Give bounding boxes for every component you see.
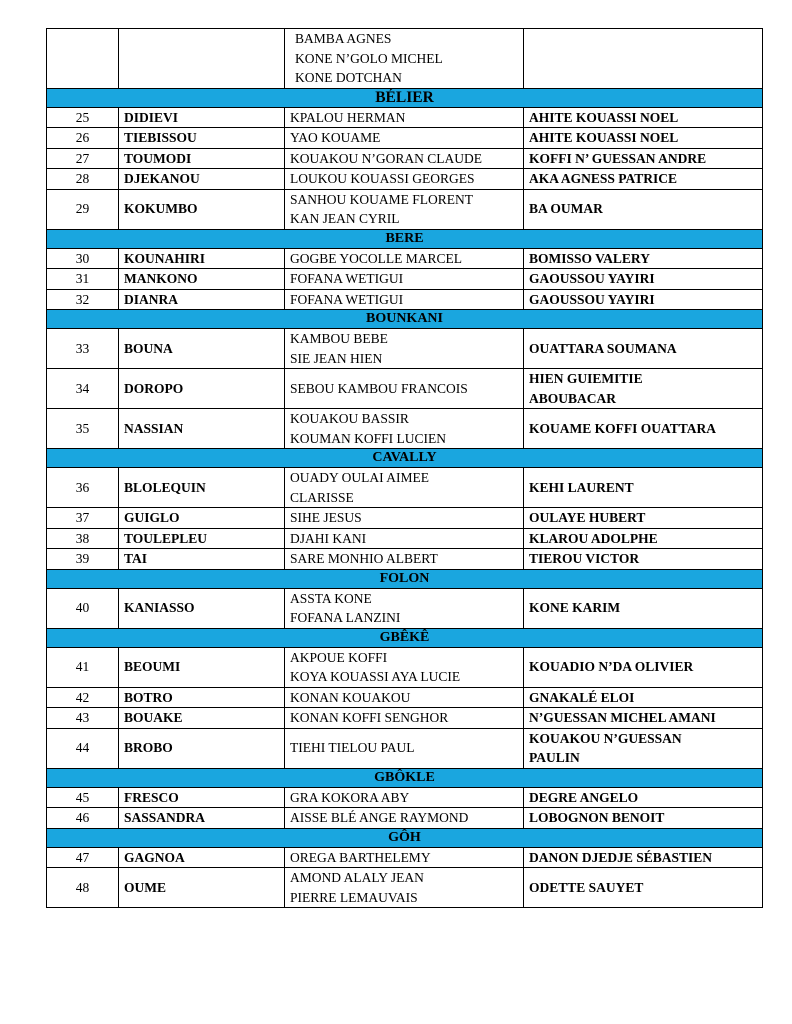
delegates-cell xyxy=(285,728,524,768)
delegate-name: YAO KOUAME xyxy=(290,130,381,145)
row-number: 37 xyxy=(47,508,119,529)
table-row xyxy=(47,708,763,729)
delegates-cell xyxy=(285,528,524,549)
lead-cell xyxy=(524,728,763,768)
delegates-cell xyxy=(285,787,524,808)
locality-name: BEOUMI xyxy=(119,647,285,687)
table-row xyxy=(47,369,763,409)
row-number: 33 xyxy=(47,329,119,369)
lead-cell xyxy=(524,549,763,570)
delegate-name: KOUAKOU N’GORAN CLAUDE xyxy=(290,150,482,166)
locality-name: SASSANDRA xyxy=(119,808,285,829)
lead-name: OULAYE HUBERT xyxy=(529,510,646,525)
row-number: 45 xyxy=(47,787,119,808)
lead-name: GAOUSSOU YAYIRI xyxy=(529,271,655,286)
lead-cell xyxy=(524,528,763,549)
delegate-name: KONAN KOUAKOU xyxy=(290,689,411,705)
delegates-cell xyxy=(285,647,524,687)
table-row xyxy=(47,508,763,529)
delegates-cell xyxy=(285,128,524,149)
delegate-name: KAMBOU BEBE xyxy=(290,331,388,346)
lead-cell xyxy=(524,169,763,190)
lead-cell xyxy=(524,369,763,409)
locality-name: BOUAKE xyxy=(119,708,285,729)
lead-cell xyxy=(524,687,763,708)
lead-name: DANON DJEDJE SÉBASTIEN xyxy=(529,849,713,865)
lead-cell xyxy=(524,289,763,310)
delegate-name: PIERRE LEMAUVAIS xyxy=(290,889,418,905)
region-title: GBÊKÊ xyxy=(47,628,763,647)
locality-name: GUIGLO xyxy=(119,508,285,529)
delegate-name: FOFANA LANZINI xyxy=(290,610,401,625)
table-row xyxy=(47,128,763,149)
delegates-cell xyxy=(285,549,524,570)
table-row xyxy=(47,29,763,89)
lead-name: HIEN GUIEMITIE xyxy=(529,371,643,386)
lead-name: OUATTARA SOUMANA xyxy=(529,340,677,356)
lead-cell xyxy=(524,29,763,89)
delegates-cell xyxy=(285,687,524,708)
region-title: GÔH xyxy=(47,828,763,847)
delegates-cell xyxy=(285,808,524,829)
table-row xyxy=(47,248,763,269)
locality-name: TOUMODI xyxy=(119,148,285,169)
locality-name: DIDIEVI xyxy=(119,107,285,128)
lead-name: GAOUSSOU YAYIRI xyxy=(529,291,655,307)
delegate-name: KOUMAN KOFFI LUCIEN xyxy=(290,430,447,446)
region-header-row xyxy=(47,310,763,329)
lead-cell xyxy=(524,508,763,529)
table-row xyxy=(47,329,763,369)
locality-name: GAGNOA xyxy=(119,847,285,868)
lead-name: AHITE KOUASSI NOEL xyxy=(529,130,679,145)
delegate-name: KPALOU HERMAN xyxy=(290,109,406,125)
lead-name: PAULIN xyxy=(529,750,580,765)
table-row xyxy=(47,647,763,687)
locality-name: BOTRO xyxy=(119,687,285,708)
row-number: 27 xyxy=(47,148,119,169)
lead-cell xyxy=(524,269,763,290)
delegate-name: AMOND ALALY JEAN xyxy=(290,870,424,885)
row-number: 35 xyxy=(47,409,119,449)
region-title: BERE xyxy=(47,229,763,248)
locality-name: DIANRA xyxy=(119,289,285,310)
table-row xyxy=(47,868,763,908)
locality-name: TIEBISSOU xyxy=(119,128,285,149)
delegate-name: GOGBE YOCOLLE MARCEL xyxy=(290,250,462,266)
lead-cell xyxy=(524,248,763,269)
locality-name: TOULEPLEU xyxy=(119,528,285,549)
row-number: 40 xyxy=(47,588,119,628)
delegate-name: DJAHI KANI xyxy=(290,530,367,546)
lead-name: KEHI LAURENT xyxy=(529,479,634,495)
region-header-row xyxy=(47,628,763,647)
region-title: GBÔKLE xyxy=(47,768,763,787)
lead-cell xyxy=(524,107,763,128)
row-number: 39 xyxy=(47,549,119,570)
locality-name: BOUNA xyxy=(119,329,285,369)
row-number: 44 xyxy=(47,728,119,768)
delegates-cell xyxy=(285,868,524,908)
delegates-cell xyxy=(285,289,524,310)
row-number: 31 xyxy=(47,269,119,290)
delegates-cell xyxy=(285,189,524,229)
table-row xyxy=(47,808,763,829)
delegates-cell xyxy=(285,269,524,290)
lead-cell xyxy=(524,588,763,628)
lead-name: AKA AGNESS PATRICE xyxy=(529,171,678,186)
region-title: CAVALLY xyxy=(47,449,763,468)
lead-name: KOFFI N’ GUESSAN ANDRE xyxy=(529,150,707,166)
lead-name: KOUADIO N’DA OLIVIER xyxy=(529,659,694,675)
delegate-name: KAN JEAN CYRIL xyxy=(290,211,400,226)
locality-name: OUME xyxy=(119,868,285,908)
delegates-cell xyxy=(285,468,524,508)
table-body xyxy=(47,29,763,908)
table-row xyxy=(47,189,763,229)
lead-cell xyxy=(524,708,763,729)
delegates-cell xyxy=(285,847,524,868)
table-row xyxy=(47,148,763,169)
row-number: 28 xyxy=(47,169,119,190)
locality-name: MANKONO xyxy=(119,269,285,290)
delegates-cell xyxy=(285,508,524,529)
delegate-name: SIHE JESUS xyxy=(290,510,362,525)
region-title: FOLON xyxy=(47,569,763,588)
row-number xyxy=(47,29,119,89)
delegates-cell xyxy=(285,148,524,169)
table-row xyxy=(47,107,763,128)
lead-cell xyxy=(524,148,763,169)
row-number: 25 xyxy=(47,107,119,128)
lead-name: KONE KARIM xyxy=(529,600,621,616)
delegate-name: FOFANA WETIGUI xyxy=(290,271,404,286)
delegate-name: OREGA BARTHELEMY xyxy=(290,849,431,865)
locality-name: NASSIAN xyxy=(119,409,285,449)
delegate-name: SIE JEAN HIEN xyxy=(290,350,383,366)
locality-name xyxy=(119,29,285,89)
delegates-cell xyxy=(285,169,524,190)
locality-name: DOROPO xyxy=(119,369,285,409)
table-row xyxy=(47,409,763,449)
region-header-row xyxy=(47,229,763,248)
region-header-row xyxy=(47,449,763,468)
locality-name: KANIASSO xyxy=(119,588,285,628)
table-row xyxy=(47,289,763,310)
table-row xyxy=(47,169,763,190)
region-title: BOUNKANI xyxy=(47,310,763,329)
table-row xyxy=(47,728,763,768)
lead-cell xyxy=(524,409,763,449)
lead-cell xyxy=(524,868,763,908)
lead-name: KLAROU ADOLPHE xyxy=(529,530,658,546)
table-row xyxy=(47,468,763,508)
assignment-table xyxy=(46,28,763,908)
delegate-name: OUADY OULAI AIMEE xyxy=(290,470,429,485)
locality-name: KOKUMBO xyxy=(119,189,285,229)
delegate-name: KOUAKOU BASSIR xyxy=(290,411,409,426)
delegates-cell xyxy=(285,369,524,409)
delegates-cell xyxy=(285,29,524,89)
lead-cell xyxy=(524,787,763,808)
lead-name: DEGRE ANGELO xyxy=(529,789,639,805)
row-number: 30 xyxy=(47,248,119,269)
locality-name: FRESCO xyxy=(119,787,285,808)
region-header-row xyxy=(47,768,763,787)
lead-name: LOBOGNON BENOIT xyxy=(529,810,665,825)
lead-name: KOUAME KOFFI OUATTARA xyxy=(529,420,716,436)
locality-name: BLOLEQUIN xyxy=(119,468,285,508)
delegate-name: SEBOU KAMBOU FRANCOIS xyxy=(290,380,468,396)
locality-name: BROBO xyxy=(119,728,285,768)
lead-name: GNAKALÉ ELOI xyxy=(529,689,635,705)
table-row xyxy=(47,687,763,708)
lead-name: BA OUMAR xyxy=(529,201,603,217)
row-number: 41 xyxy=(47,647,119,687)
row-number: 48 xyxy=(47,868,119,908)
locality-name: KOUNAHIRI xyxy=(119,248,285,269)
delegate-name: KONAN KOFFI SENGHOR xyxy=(290,710,449,725)
region-header-row xyxy=(47,569,763,588)
region-title: BÉLIER xyxy=(47,88,763,107)
table-row xyxy=(47,549,763,570)
locality-name: TAI xyxy=(119,549,285,570)
row-number: 26 xyxy=(47,128,119,149)
row-number: 42 xyxy=(47,687,119,708)
delegate-name: CLARISSE xyxy=(290,489,354,505)
lead-name: N’GUESSAN MICHEL AMANI xyxy=(529,710,716,725)
row-number: 46 xyxy=(47,808,119,829)
delegate-name: GRA KOKORA ABY xyxy=(290,789,410,805)
lead-cell xyxy=(524,128,763,149)
table-row xyxy=(47,269,763,290)
lead-cell xyxy=(524,808,763,829)
lead-cell xyxy=(524,329,763,369)
lead-name: BOMISSO VALERY xyxy=(529,250,650,266)
delegate-name: LOUKOU KOUASSI GEORGES xyxy=(290,171,475,186)
delegates-cell xyxy=(285,409,524,449)
table-row xyxy=(47,787,763,808)
delegate-name: SARE MONHIO ALBERT xyxy=(290,551,438,566)
lead-name: ODETTE SAUYET xyxy=(529,879,644,895)
delegate-name: FOFANA WETIGUI xyxy=(290,291,404,307)
locality-name: DJEKANOU xyxy=(119,169,285,190)
lead-name: TIEROU VICTOR xyxy=(529,551,640,566)
lead-cell xyxy=(524,468,763,508)
row-number: 38 xyxy=(47,528,119,549)
delegates-cell xyxy=(285,248,524,269)
delegates-cell xyxy=(285,329,524,369)
row-number: 34 xyxy=(47,369,119,409)
delegate-name: SANHOU KOUAME FLORENT xyxy=(290,191,474,207)
delegate-name: BAMBA AGNES xyxy=(295,31,392,46)
delegate-name: ASSTA KONE xyxy=(290,590,372,606)
lead-name: KOUAKOU N’GUESSAN xyxy=(529,730,682,746)
row-number: 47 xyxy=(47,847,119,868)
delegate-name: KONE N’GOLO MICHEL xyxy=(295,50,443,66)
delegate-name: AISSE BLÉ ANGE RAYMOND xyxy=(290,810,469,825)
region-header-row xyxy=(47,88,763,107)
delegates-cell xyxy=(285,107,524,128)
lead-cell xyxy=(524,189,763,229)
delegates-cell xyxy=(285,708,524,729)
table-row xyxy=(47,528,763,549)
lead-name: ABOUBACAR xyxy=(529,390,617,406)
row-number: 32 xyxy=(47,289,119,310)
lead-cell xyxy=(524,847,763,868)
row-number: 43 xyxy=(47,708,119,729)
table-row xyxy=(47,847,763,868)
lead-cell xyxy=(524,647,763,687)
delegates-cell xyxy=(285,588,524,628)
row-number: 36 xyxy=(47,468,119,508)
region-header-row xyxy=(47,828,763,847)
lead-name: AHITE KOUASSI NOEL xyxy=(529,109,679,125)
delegate-name: AKPOUE KOFFI xyxy=(290,649,388,665)
row-number: 29 xyxy=(47,189,119,229)
delegate-name: KOYA KOUASSI AYA LUCIE xyxy=(290,669,461,684)
delegate-name: TIEHI TIELOU PAUL xyxy=(290,740,415,756)
delegate-name: KONE DOTCHAN xyxy=(295,70,402,85)
table-row xyxy=(47,588,763,628)
